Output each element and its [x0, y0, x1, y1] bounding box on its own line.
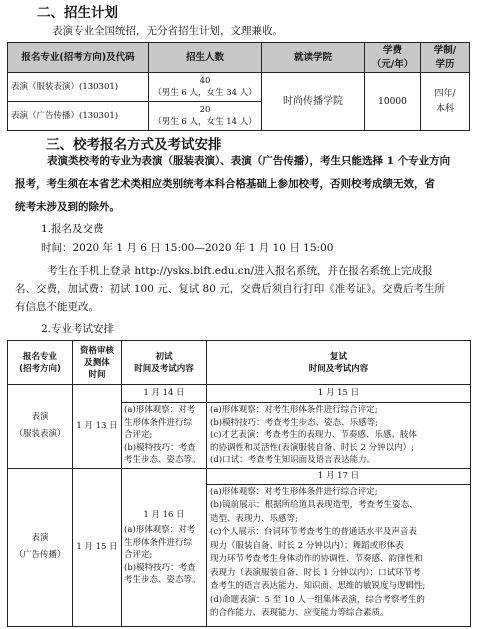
duration-cell: 四年/ 本科: [421, 73, 470, 131]
content-line: (d)命题表演：5 至 10 人一组集体表演，综合考察考生的: [210, 594, 425, 605]
count-detail: （男生 6 人，女生 14 人）: [153, 117, 257, 127]
content-line: 造型、表现力、乐感等;: [210, 513, 298, 524]
item-1-paragraph: [7, 262, 473, 316]
major-cell: 表演 （广告传播）: [8, 468, 73, 626]
item-2-title: 2.专业考试安排: [41, 323, 115, 335]
content-line: (d)口试：考查考生知识面及语言表达能力。: [210, 455, 376, 465]
content-line: (c)个人展示：台词环节考查考生的普通话水平及声音表: [210, 527, 417, 537]
first-exam-date: 1 月 16 日: [143, 509, 185, 520]
header-duration: 学制/ 学历: [421, 43, 470, 73]
first-exam-cell: [122, 468, 207, 626]
content-line: 考生步态、姿态等。: [124, 455, 201, 465]
content-line: 的协调性和灵活性(表演服装自备、时长 2 分钟以内）;: [210, 442, 414, 453]
count-detail: （男生 6 人，女生 34 人）: [153, 88, 257, 98]
content-line: 合评定;: [124, 430, 153, 440]
content-line: (a)形体观察：对考生形体条件进行综合评定;: [210, 486, 378, 497]
content-line: 表现力（表演服装自备、时长 1 分钟以内）；口试环节考: [210, 567, 421, 578]
section-2-text: 表演专业全国统招，无分省招生计划，文理兼收。: [52, 25, 283, 37]
table-row: [8, 73, 470, 102]
header-second: 复试 时间及考试内容: [207, 341, 471, 385]
header-college: 就读学院: [262, 43, 365, 73]
header-count: 招生人数: [149, 43, 262, 73]
content-line: (a)形体观察：对考生形体条件进行综合评定;: [210, 405, 378, 415]
paragraph-line: 表演类校考的专业为表演（服装表演）、表演（广告传播），考生只能选择 1 个专业方向: [47, 155, 451, 167]
enrollment-plan-table: [7, 42, 470, 131]
college-cell: 时尚传播学院: [262, 73, 365, 131]
second-exam-cell: [207, 385, 471, 469]
first-exam-content: [122, 523, 206, 588]
content-line: 生形体条件进行综: [124, 537, 193, 548]
content-line: (c)才艺表演：考查考生的表现力、节奏感、乐感、肢体: [210, 430, 417, 440]
count-value: 20: [199, 105, 211, 115]
content-line: (a)形体观察：对考: [124, 525, 196, 535]
content-line: 合评定;: [124, 550, 153, 560]
content-line: (a)形体观察：对考: [124, 405, 196, 415]
section-3-paragraph: [7, 150, 473, 219]
count-cell: [149, 73, 262, 102]
table-row: [8, 468, 471, 626]
count-value: 40: [199, 76, 211, 86]
header-review: 资格审核 及测体 时间: [73, 341, 122, 385]
content-line: (b)模特技巧：考查: [124, 562, 196, 573]
item-1-title: 1.报名及交费: [41, 223, 104, 235]
paragraph-line: 报考，考生须在本省艺术类相应类别统考本科合格基础上参加校考，否则校考成绩无效，省: [15, 178, 435, 190]
second-exam-content: [207, 485, 470, 622]
content-line: 现力（服装自备、时长 2 分钟以内）；舞蹈或形体表: [210, 540, 404, 551]
paragraph-line: 有信息不能更改。: [15, 301, 99, 313]
table-row: [8, 385, 471, 469]
major-cell: 表演（服装表演）(130301): [8, 73, 149, 102]
content-line: 生形体条件进行综: [124, 417, 193, 428]
second-exam-date: 1 月 17 日: [207, 469, 470, 485]
content-line: 考生步态、姿态等。: [124, 575, 201, 585]
second-exam-content: [207, 403, 470, 468]
first-exam-date: 1 月 14 日: [122, 385, 206, 403]
content-line: 现力环节考查考生身体动作的协调性、节奏感、韵律性和: [210, 554, 423, 564]
content-line: (b)镜前展示：根据所给道具表现造型，考查考生姿态、: [210, 500, 418, 510]
header-fee: 学费 （元/年）: [365, 43, 421, 73]
item-1-time: 时间：2020 年 1 月 6 日 15:00—2020 年 1 月 10 日 15:00: [41, 242, 334, 254]
header-major: 报名专业(招考方向)及代码: [8, 43, 149, 73]
section-2-title: 二、招生计划: [37, 5, 118, 21]
second-exam-date: 1 月 15 日: [207, 385, 470, 403]
review-cell: 1 月 13 日: [73, 385, 122, 469]
count-cell: [149, 102, 262, 131]
exam-schedule-table: [7, 340, 471, 627]
major-cell: 表演（广告传播）(130301): [8, 102, 149, 131]
fee-cell: 10000: [365, 73, 421, 131]
paragraph-line: 考生在手机上登录 http://ysks.bift.edu.cn/进入报名系统，并在报名系统上完成报: [47, 265, 433, 277]
header-first: 初试 时间及考试内容: [122, 341, 207, 385]
content-line: (b)模特技巧：考查考生步态、姿态、乐感等;: [210, 417, 378, 428]
first-exam-cell: [122, 385, 207, 469]
review-cell: 1 月 15 日: [73, 468, 122, 626]
second-exam-cell: [207, 468, 471, 626]
major-cell: 表演 （服装表演）: [8, 385, 73, 469]
header-major: 报名专业 (招考方向): [8, 341, 73, 385]
first-exam-content: [122, 403, 206, 468]
paragraph-line: 统考未涉及到的除外。: [15, 201, 120, 213]
content-line: 的合作能力、表现能力、应变能力等综合素质。: [210, 608, 389, 618]
section-3-title: 三、校考报名方式及考试安排: [46, 137, 222, 153]
content-line: (b)模特技巧：考查: [124, 442, 196, 453]
paragraph-line: 名、交费，加试费：初试 100 元、复试 80 元，交费后须自行打印《准考证》。交费后考生所: [15, 283, 446, 295]
content-line: 查考生的语言表达能力、知识面、思维的敏锐度与逻辑性;: [210, 581, 426, 591]
